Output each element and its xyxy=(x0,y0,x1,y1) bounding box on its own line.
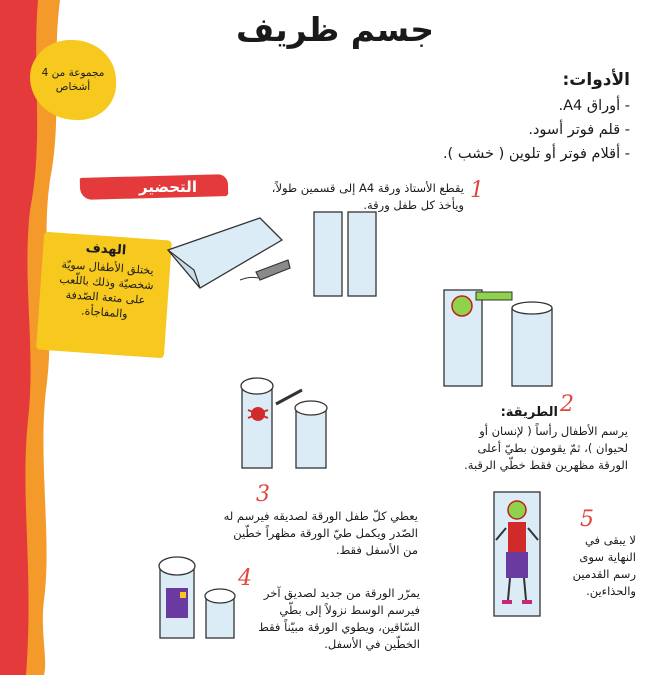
group-size-badge: مجموعة من 4 أشخاص xyxy=(30,40,116,120)
goal-text: يختلق الأطفال سويّة شخصيّة وذلك باللّعب على متعة الصّدفة والمفاجأة. xyxy=(58,257,155,321)
step-text: يرسم الأطفال رأساً ( لإنسان أو لحيوان )، ثمّ يقومون بطيّ أعلى الورقة مظهرين فقط خطّي الرقبة. xyxy=(464,424,628,472)
step-text: يمرّر الورقة من جديد لصديق آخر فيرسم الوسط نزولاً إلى بطّي السّاقين، ويطوي الورقة مبيّناً فقط الخطّين في الأسفل. xyxy=(258,586,420,651)
tool-item: - قلم فوتر أسود. xyxy=(528,122,630,138)
page-title: جسم ظريف xyxy=(235,10,435,49)
method-heading: الطريقة: xyxy=(500,405,558,420)
step-text: يقطع الأستاذ ورقة A4 إلى قسمين طولاً، ويأخذ كل طفل ورقة. xyxy=(271,181,464,212)
tool-item: - أقلام فوتر أو تلوين ( خشب ). xyxy=(442,146,630,162)
tool-item: - أوراق A4. xyxy=(558,98,630,114)
step-number: 3 xyxy=(256,482,270,507)
step-number: 1 xyxy=(470,178,484,203)
paper-halves-illustration xyxy=(310,210,380,300)
goal-title: الهدف xyxy=(85,240,127,259)
step-text: يعطي كلّ طفل الورقة لصديقه فيرسم له الصّدر ويكمل طيّ الورقة مظهراً خطّين من الأسفل فقط. xyxy=(223,509,418,557)
tools-heading: الأدوات: xyxy=(562,70,630,90)
drawing-torso-illustration xyxy=(232,372,362,472)
step-number: 5 xyxy=(580,507,594,532)
step-number: 2 xyxy=(560,392,574,417)
drawing-head-illustration xyxy=(440,282,560,392)
step-text: لا يبقى في النهاية سوى رسم القدمين والحذاءين. xyxy=(572,533,636,598)
drawing-legs-illustration xyxy=(152,552,242,642)
cutting-paper-illustration xyxy=(160,210,300,300)
step-number: 4 xyxy=(238,566,252,591)
preparation-label: التحضير xyxy=(139,178,197,196)
full-character-illustration xyxy=(490,488,550,620)
